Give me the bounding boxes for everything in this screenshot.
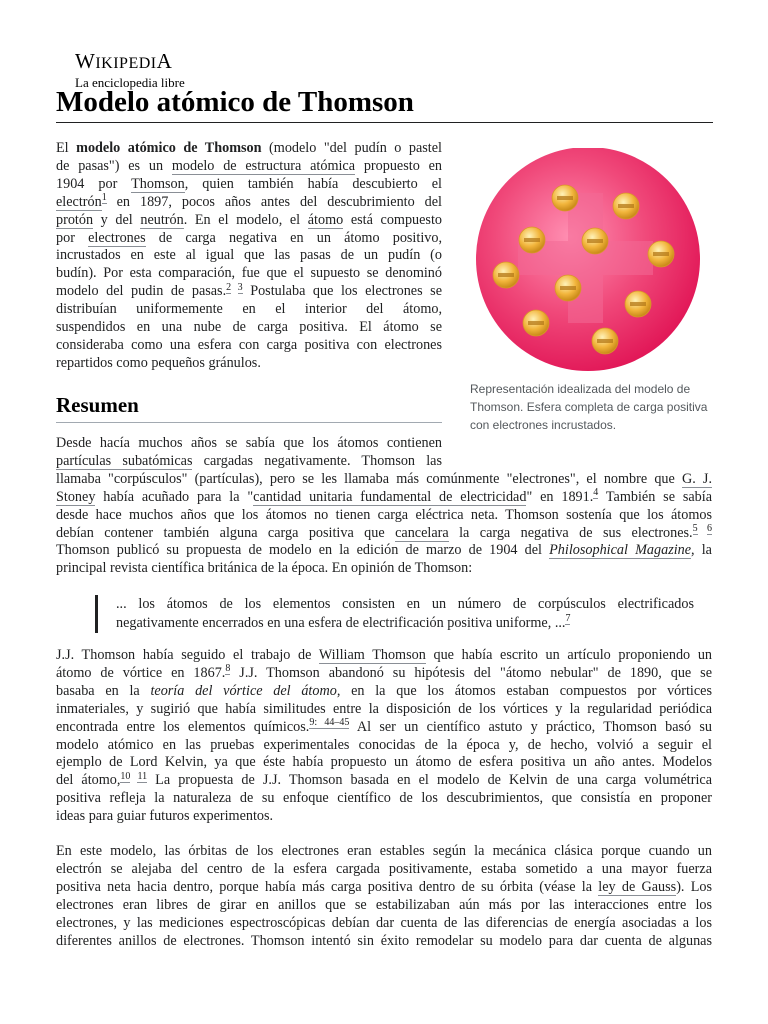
electron-3	[519, 227, 545, 253]
wikipedia-wordmark: WIKIPEDIA	[75, 49, 173, 73]
electron-6	[493, 262, 519, 288]
link-proton[interactable]: protón	[56, 211, 94, 228]
ref-11[interactable]: 11	[137, 770, 148, 782]
link-atomo[interactable]: átomo	[307, 211, 344, 228]
thomson-model-image[interactable]	[468, 148, 718, 373]
electron-5	[648, 241, 674, 267]
link-neutron[interactable]: neutrón	[140, 211, 184, 228]
link-modelo-estructura[interactable]: modelo de estructura atómica	[171, 157, 356, 174]
link-particulas-subatomicas[interactable]: partículas subatómicas	[56, 452, 193, 469]
link-william-thomson[interactable]: William Thomson	[318, 647, 426, 663]
orbits-paragraph: En este modelo, las órbitas de los electrones eran estables según la mecánica clásica porque cuando un electrón se alejaba del centro de la esfera cargada positivamente, estaba sometido a una mayor fuerza positiva neta hacia dentro, porque había más carga positiva dentro de su órbita (véase la ley de Gauss). Los electrones eran libres de girar en anillos que se estabilizaban aún más por las interacciones entre los electrones, y las mediciones espectroscópicas debían dar cuenta de las diferencias de energía asociadas a los diferentes anillos de electrones. Thomson intentó sin éxito remodelar su modelo para dar cuenta de algunas	[56, 843, 712, 949]
wikipedia-tagline: La enciclopedia libre	[75, 75, 185, 90]
electron-7	[555, 275, 581, 301]
ref-10[interactable]: 10	[120, 770, 131, 782]
page-title: Modelo atómico de Thomson	[56, 84, 713, 123]
link-stoney[interactable]: Stoney	[56, 488, 96, 505]
link-ley-de-gauss[interactable]: ley de Gauss	[598, 878, 677, 895]
link-gj-stoney[interactable]: G. J.	[681, 470, 712, 487]
link-cancelara[interactable]: cancelara	[395, 524, 449, 541]
ref-5[interactable]: 5	[692, 522, 698, 534]
link-thomson[interactable]: Thomson	[131, 175, 185, 192]
ref-6[interactable]: 6	[707, 522, 712, 534]
figure-caption: Representación idealizada del modelo de Thomson. Esfera completa de carga positiva con electrones incrustados.	[470, 382, 708, 432]
link-philosophical-magazine[interactable]: Philosophical Magazine	[549, 542, 692, 559]
ref-1[interactable]: 1	[101, 191, 107, 203]
electron-4	[582, 228, 608, 254]
link-cantidad-unitaria[interactable]: cantidad unitaria fundamental de electricidad	[253, 488, 527, 505]
ref-7[interactable]: 7	[565, 613, 571, 625]
link-electron[interactable]: electrón	[56, 193, 102, 210]
plum-pudding-illustration	[468, 148, 708, 373]
section-heading-resumen: Resumen	[56, 392, 442, 423]
ref-9[interactable]: 9: 44–45	[309, 716, 350, 728]
blockquote: ... los átomos de los elementos consisten en un número de corpúsculos electrificados negativamente encerrados en una esfera de electrificación positiva uniforme, ...$^7$	[95, 595, 694, 633]
ref-8[interactable]: 8	[225, 663, 231, 675]
electron-8	[625, 291, 651, 317]
link-electrones[interactable]: electrones	[88, 229, 146, 246]
history-paragraph: J.J. Thomson había seguido el trabajo de William Thomson que había escrito un artículo proponiendo un átomo de vórtice en 1867.$^8$ J.J. Thomson abandonó su hipótesis del "átomo nebular" de 1890, que se basaba en la teoría del vórtice del átomo, en la que los átomos estaban compuestos por vórtices inmateriales, y sugirió que había similitudes entre la disposición de los vórtices y la regularidad periódica encontrada entre los elementos químicos.$^{9: 44-45}$ Al ser un científico astuto y práctico, Thomson basó su modelo atómico en las pruebas experimentales conocidas de la época y, de hecho, volvió a seguir el ejemplo de Lord Kelvin, ya que éste había propuesto un átomo de esfera positiva un año antes. Modelos del átomo,$^{10 11}$ La propuesta de J.J. Thomson basada en el modelo de Kelvin de una carga volumétrica positiva refleja la naturaleza de su enfoque científico de los descubrimientos, que consistía en proponer ideas para guiar futuros experimentos.	[56, 647, 713, 825]
intro-paragraph: El modelo atómico de Thomson (modelo "del pudín o pastel de pasas") es un modelo de estructura atómica propuesto en 1904 por Thomson, quien también había descubierto el electrón$^1$ en 1897, pocos años antes del descubrimiento del protón y del neutrón. En el modelo, el átomo está compuesto por electrones de carga negativa en un átomo positivo, incrustados en este al igual que las pasas de un pudín (o budín). Por esta comparación, fue que el supuesto se denominó modelo del pudin de pasas.$^{2 3}$ Postulaba que los electrones se distribuían uniformemente en el interior del átomo, suspendidos en una nube de carga positiva. El átomo se consideraba como una esfera con carga positiva con electrones repartidos como pequeños gránulos.	[56, 140, 442, 371]
electron-2	[613, 193, 639, 219]
summary-paragraph: Desde hacía muchos años se sabía que los átomos contienen partículas subatómicas cargadas negativamente. Thomson las llamaba "corpúsculos" (partículas), pero se les llamaba más comúnmente "electrones", el nombre que G. J. Stoney había acuñado para la "cantidad unitaria fundamental de electricidad" en 1891.$^4$ También se sabía desde hace muchos años que los átomos no tienen carga eléctrica neta. Thomson sostenía que los átomos debían contener también alguna carga positiva que cancelara la carga negativa de sus electrones.$^{5 6}$ Thomson publicó su propuesta de modelo en la edición de marzo de 1904 del Philosophical Magazine, la principal revista científica británica de la época. En opinión de Thomson:	[56, 435, 713, 577]
electron-10	[592, 328, 618, 354]
ref-4[interactable]: 4	[593, 486, 599, 498]
ref-2[interactable]: 2	[226, 281, 232, 293]
ref-3[interactable]: 3	[237, 281, 243, 293]
electron-1	[552, 185, 578, 211]
electron-9	[523, 310, 549, 336]
